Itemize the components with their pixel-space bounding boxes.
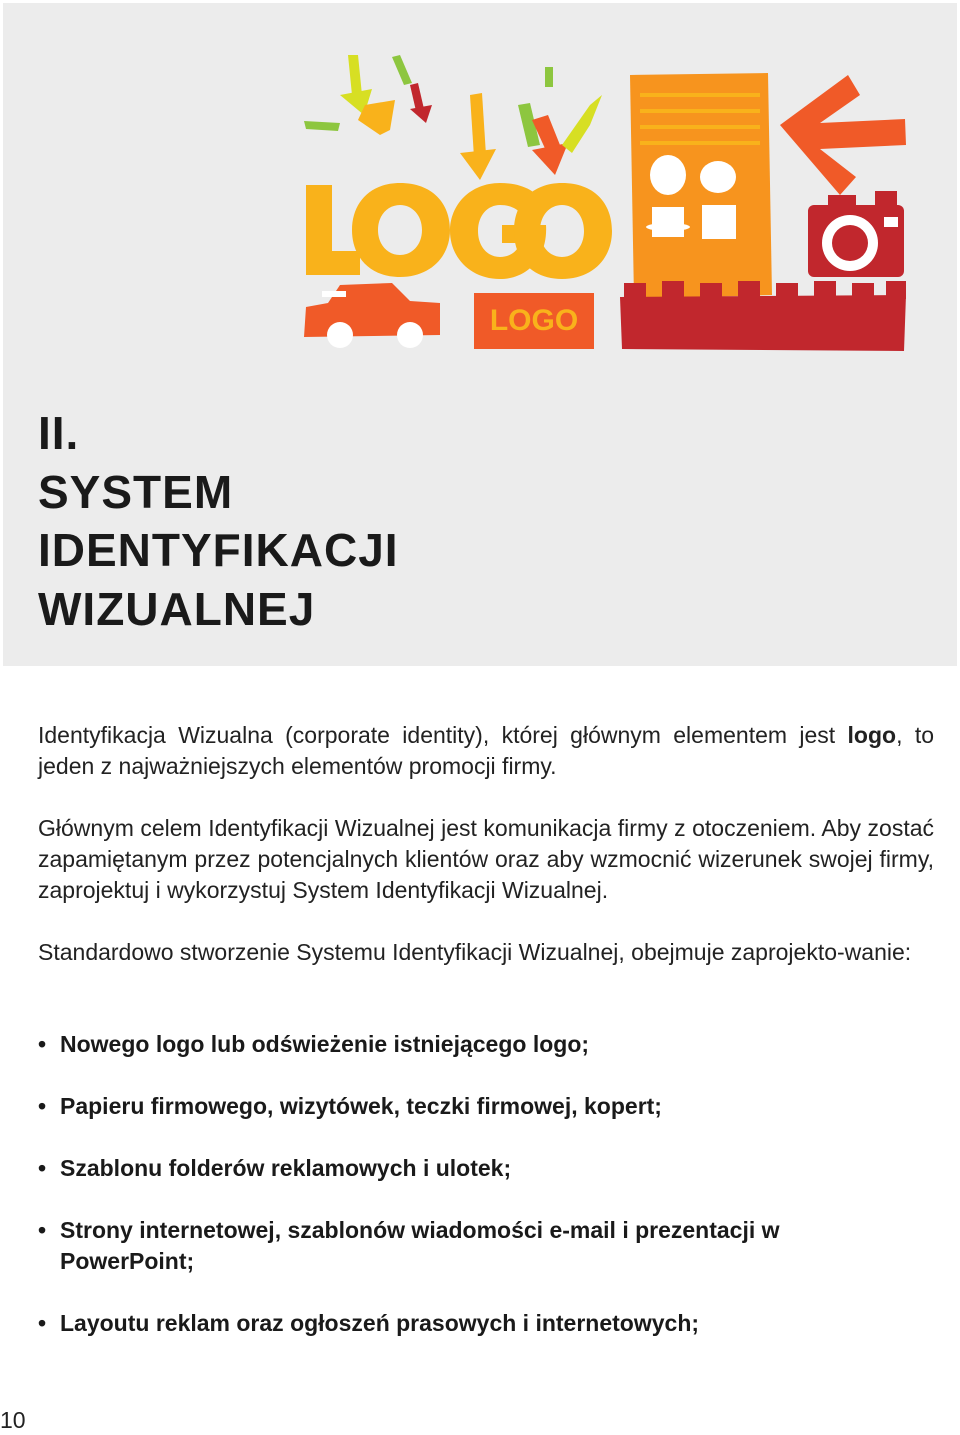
list-item [38, 1029, 934, 1060]
list-item-text: Szablonu folderów reklamowych i ulotek; [60, 1155, 512, 1181]
list-item-text: Nowego logo lub odświeżenie istniejącego logo; [60, 1031, 590, 1057]
scope-paragraph: Standardowo stworzenie Systemu Identyfikacji Wizualnej, obejmuje zaprojekto-wanie: [38, 939, 912, 965]
bullet-icon: • [38, 1310, 47, 1336]
logo-sign [474, 293, 594, 349]
list-item [38, 1215, 870, 1277]
page-number: 10 [0, 1407, 26, 1433]
list-item-text: Papieru firmowego, wizytówek, teczki firmowej, kopert; [60, 1093, 662, 1119]
car-icon [304, 283, 440, 348]
intro-text-start: Identyfikacja Wizualna (corporate identity), której głównym elementem jest [38, 722, 848, 748]
list-item [38, 1308, 934, 1339]
title-line-wizualnej: WIZUALNEJ [38, 582, 316, 635]
title-line-system: SYSTEM [38, 465, 234, 518]
logo-letters [306, 183, 612, 279]
section-title [38, 404, 399, 638]
title-line-identyfikacji: IDENTYFIKACJI [38, 524, 399, 576]
bullet-icon: • [38, 1155, 47, 1181]
intro-paragraph [38, 720, 934, 782]
building-icon [630, 73, 772, 299]
logo-sign-text: LOGO [489, 304, 579, 337]
deliverables-list [38, 1029, 934, 1370]
intro-bold-logo: logo [847, 722, 897, 748]
list-item-text: Layoutu reklam oraz ogłoszeń prasowych i internetowych; [60, 1310, 700, 1336]
arrow-left-icon [780, 75, 906, 195]
bullet-icon: • [38, 1031, 47, 1057]
logo-illustration [300, 45, 910, 355]
list-item [38, 1153, 934, 1184]
section-number: II. [38, 407, 80, 459]
list-item-text: Strony internetowej, szablonów wiadomości e-mail i prezentacji w PowerPoint; [60, 1217, 780, 1274]
camera-icon [808, 191, 904, 277]
bullet-icon: • [38, 1093, 47, 1119]
arrow-icons [304, 55, 602, 180]
goal-paragraph: Głównym celem Identyfikacji Wizualnej jest komunikacja firmy z otoczeniem. Aby zostać zapamiętanym przez potencjalnych klientów oraz aby wzmocnić wizerunek swojej firmy, zaprojektuj i wykorzystuj System Identyfikacji Wizualnej. [38, 815, 934, 903]
bullet-icon: • [38, 1217, 47, 1243]
list-item [38, 1091, 934, 1122]
intro-text-end: , to jeden z najważniejszych elementów promocji firmy. [38, 722, 934, 779]
